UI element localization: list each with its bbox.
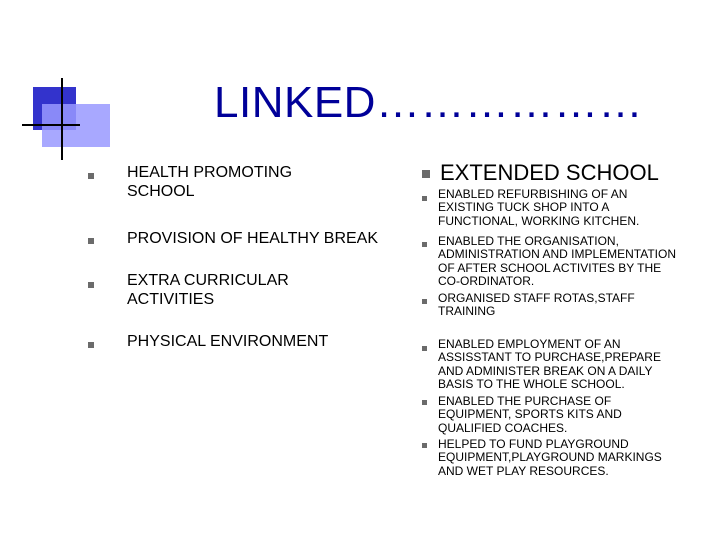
right-item: ENABLED EMPLOYMENT OF AN ASSISSTANT TO PURCHASE,PREPARE AND ADMINISTER BREAK ON A DAILY BASIS TO THE WHOLE SCHOOL. [438,337,661,391]
right-item: ENABLED THE PURCHASE OF EQUIPMENT, SPORTS KITS AND QUALIFIED COACHES. [438,394,622,435]
decorative-horizontal-line [22,124,80,126]
bullet-icon [422,443,427,448]
left-item: EXTRA CURRICULAR ACTIVITIES [127,272,289,308]
right-item: ENABLED REFURBISHING OF AN EXISTING TUCK SHOP INTO A FUNCTIONAL, WORKING KITCHEN. [438,187,640,228]
bullet-icon [422,242,427,247]
bullet-icon [422,346,427,351]
left-item: PHYSICAL ENVIRONMENT [127,333,329,350]
right-item: ORGANISED STAFF ROTAS,STAFF TRAINING [438,291,635,319]
left-item: HEALTH PROMOTING SCHOOL [127,164,293,200]
right-item: ENABLED THE ORGANISATION, ADMINISTRATION AND IMPLEMENTATION OF AFTER SCHOOL ACTIVITES BY THE CO-ORDINATOR. [438,234,677,288]
bullet-icon [88,282,94,288]
bullet-icon [88,342,94,348]
decorative-vertical-line [61,78,63,160]
right-item: HELPED TO FUND PLAYGROUND EQUIPMENT,PLAYGROUND MARKINGS AND WET PLAY RESOURCES. [438,437,662,478]
bullet-icon [422,196,427,201]
slide-title: LINKED……………… [214,78,643,127]
bullet-icon [422,170,430,178]
bullet-icon [88,238,94,244]
right-heading: EXTENDED SCHOOL [440,160,659,185]
left-item: PROVISION OF HEALTHY BREAK [127,230,379,247]
bullet-icon [422,400,427,405]
bullet-icon [422,299,427,304]
bullet-icon [88,173,94,179]
